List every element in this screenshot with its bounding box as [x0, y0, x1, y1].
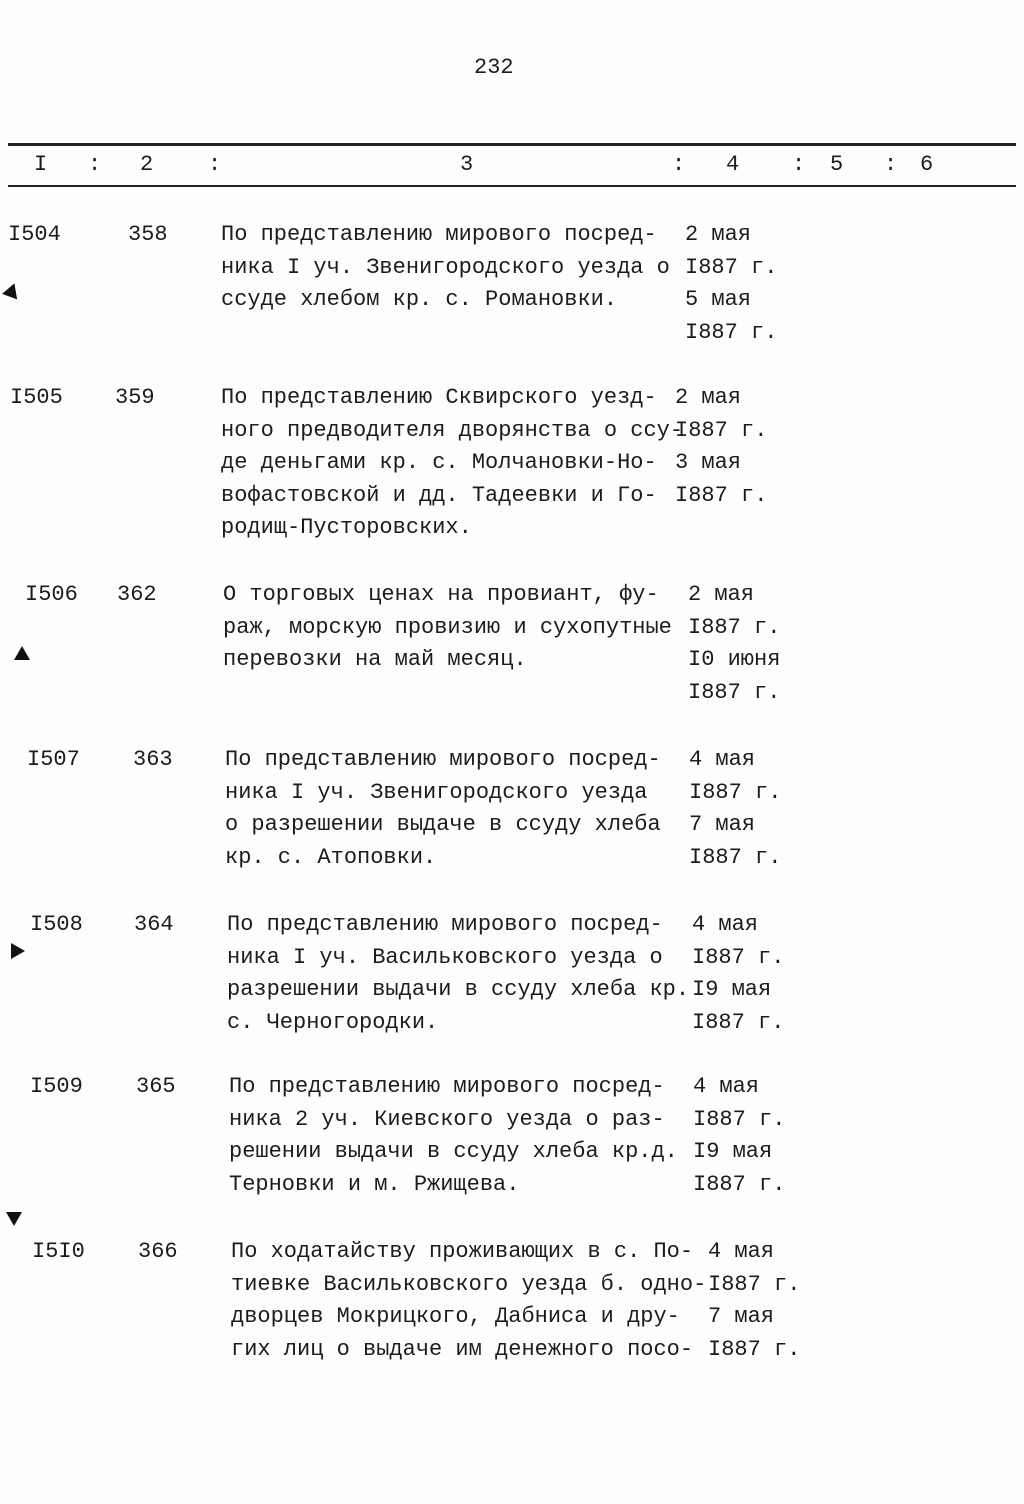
record-number: I508: [30, 912, 83, 937]
date-line: I887 г.: [689, 844, 782, 870]
record-description: [231, 1236, 706, 1366]
record-dates: [708, 1236, 800, 1366]
header-col-4: 4: [726, 152, 740, 177]
date-line: I9 мая: [692, 977, 772, 1003]
header-sep: :: [672, 152, 686, 177]
record-description: [223, 579, 672, 677]
margin-mark: [11, 943, 25, 959]
description-line: По представлению мирового посред-: [221, 222, 657, 247]
header-col-2: 2: [140, 152, 154, 177]
description-line: По представлению мирового посред-: [227, 912, 663, 937]
description-line: раж, морскую провизию и сухопутные: [223, 614, 672, 640]
header-sep: :: [88, 152, 102, 177]
description-line: о разрешении выдаче в ссуду хлеба: [225, 812, 661, 838]
table-row: [0, 579, 1024, 739]
date-line: I887 г.: [693, 1106, 786, 1132]
record-dates: [688, 579, 780, 709]
header-col-1: I: [34, 152, 48, 177]
document-number: 362: [117, 582, 157, 607]
description-line: ника I уч. Звенигородского уезда: [225, 779, 648, 805]
description-line: кр. с. Атоповки.: [225, 844, 437, 870]
description-line: решении выдачи в ссуду хлеба кр.д.: [229, 1139, 678, 1165]
record-number: I509: [30, 1074, 83, 1099]
date-line: I887 г.: [685, 319, 778, 345]
record-number: I505: [10, 385, 63, 410]
date-line: I887 г.: [708, 1271, 801, 1297]
description-line: По представлению мирового посред-: [229, 1074, 665, 1099]
description-line: По представлению мирового посред-: [225, 747, 661, 772]
document-number: 359: [115, 385, 155, 410]
date-line: I887 г.: [692, 1009, 785, 1035]
date-line: 7 мая: [689, 812, 756, 838]
page-number: 232: [474, 55, 514, 80]
date-line: I887 г.: [688, 614, 781, 640]
record-number: I504: [8, 222, 61, 247]
record-description: [227, 909, 689, 1039]
date-line: 2 мая: [685, 222, 752, 247]
description-line: ссуде хлебом кр. с. Романовки.: [221, 287, 618, 313]
description-line: По ходатайству проживающих в с. По-: [231, 1239, 694, 1264]
table-row: [0, 219, 1024, 379]
description-line: ника I уч. Звенигородского уезда о: [221, 254, 670, 280]
header-sep: :: [208, 152, 222, 177]
description-line: О торговых ценах на провиант, фу-: [223, 582, 659, 607]
record-number: I507: [27, 747, 80, 772]
date-line: 2 мая: [688, 582, 755, 607]
date-line: 4 мая: [693, 1074, 760, 1099]
document-number: 364: [134, 912, 174, 937]
document-number: 365: [136, 1074, 176, 1099]
record-description: [229, 1071, 678, 1201]
table-row: [0, 744, 1024, 904]
record-description: [221, 219, 670, 317]
date-line: I0 июня: [688, 647, 781, 673]
record-number: I506: [25, 582, 78, 607]
date-line: 2 мая: [675, 385, 742, 410]
date-line: 4 мая: [708, 1239, 775, 1264]
record-dates: [675, 382, 767, 512]
record-dates: [693, 1071, 785, 1201]
description-line: перевозки на май месяц.: [223, 647, 527, 673]
table-header-rule: [8, 185, 1016, 187]
document-number: 363: [133, 747, 173, 772]
description-line: тиевке Васильковского уезда б. одно-: [231, 1271, 707, 1297]
header-col-5: 5: [830, 152, 844, 177]
record-dates: [692, 909, 784, 1039]
date-line: 7 мая: [708, 1304, 775, 1330]
header-col-3: 3: [460, 152, 474, 177]
table-row: [0, 1071, 1024, 1231]
description-line: дворцев Мокрицкого, Дабниса и дру-: [231, 1304, 680, 1330]
margin-mark: [6, 1212, 22, 1226]
document-number: 358: [128, 222, 168, 247]
record-dates: [689, 744, 781, 874]
date-line: I887 г.: [692, 944, 785, 970]
description-line: разрешении выдачи в ссуду хлеба кр.: [227, 977, 690, 1003]
date-line: I887 г.: [685, 254, 778, 280]
description-line: гих лиц о выдаче им денежного посо-: [231, 1336, 694, 1362]
description-line: Терновки и м. Ржищева.: [229, 1171, 520, 1197]
date-line: I887 г.: [688, 679, 781, 705]
table-top-rule: [8, 143, 1016, 146]
description-line: ника I уч. Васильковского уезда о: [227, 944, 663, 970]
description-line: с. Черногородки.: [227, 1009, 439, 1035]
description-line: родищ-Пусторовских.: [221, 515, 472, 541]
description-line: де деньгами кр. с. Молчановки-Но-: [221, 450, 657, 476]
table-row: [0, 909, 1024, 1069]
date-line: I887 г.: [708, 1336, 801, 1362]
date-line: 4 мая: [692, 912, 759, 937]
description-line: По представлению Сквирского уезд-: [221, 385, 657, 410]
date-line: 5 мая: [685, 287, 752, 313]
table-row: [0, 382, 1024, 542]
date-line: 3 мая: [675, 450, 742, 476]
date-line: I887 г.: [675, 417, 768, 443]
margin-mark: [14, 646, 30, 660]
record-number: I5I0: [32, 1239, 85, 1264]
date-line: 4 мая: [689, 747, 756, 772]
date-line: I887 г.: [689, 779, 782, 805]
date-line: I887 г.: [693, 1171, 786, 1197]
header-col-6: 6: [920, 152, 934, 177]
date-line: I9 мая: [693, 1139, 773, 1165]
header-sep: :: [884, 152, 898, 177]
description-line: ного предводителя дворянства о ссу-: [221, 417, 684, 443]
header-sep: :: [792, 152, 806, 177]
record-description: [221, 382, 683, 545]
description-line: ника 2 уч. Киевского уезда о раз-: [229, 1106, 665, 1132]
table-row: [0, 1236, 1024, 1396]
document-number: 366: [138, 1239, 178, 1264]
date-line: I887 г.: [675, 482, 768, 508]
record-dates: [685, 219, 777, 349]
record-description: [225, 744, 661, 874]
description-line: вофастовской и дд. Тадеевки и Го-: [221, 482, 657, 508]
